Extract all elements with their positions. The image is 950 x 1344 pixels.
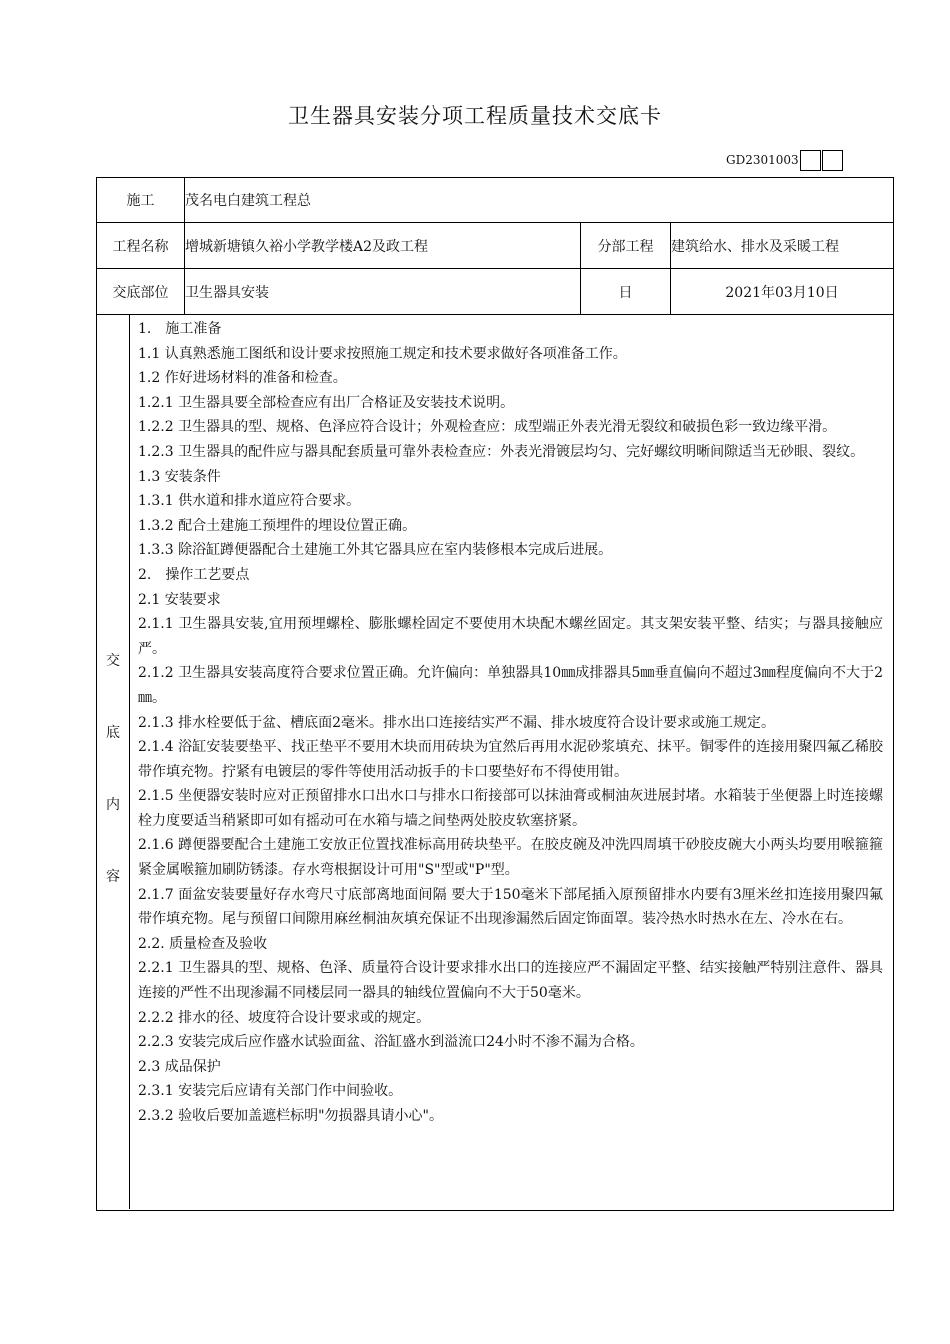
content-line: 2.1.5 坐便器安装时应对正预留排水口出水口与排水口衔接部可以抹油膏或桐油灰进展封堵。水箱装于坐便器上时连接螺栓力度要适当稍紧即可如有摇动可在水箱与墙之间垫两处胶皮软塞挤紧。 <box>138 788 884 829</box>
construction-value: 茂名电白建筑工程总 <box>185 178 894 223</box>
content-line: 2.1.4 浴缸安装要垫平、找正垫平不要用木块而用砖块为宜然后再用水泥砂浆填充、抹平。铜零件的连接用聚四氟乙稀胶带作填充物。拧紧有电镀层的零件等使用活动扳手的卡口要垫好布不得使用钳。 <box>138 739 884 780</box>
content-line: 1.3 安装条件 <box>138 468 221 485</box>
content-line: 2.2.1 卫生器具的型、规格、色泽、质量符合设计要求排水出口的连接应严不漏固定平整、结实接触严特别注意件、器具连接的严性不出现渗漏不同楼层同一器具的轴线位置偏向不大于50毫米。 <box>138 960 884 1002</box>
side-char: 内 <box>106 797 120 813</box>
location-label: 交底部位 <box>97 269 185 315</box>
location-row <box>97 269 894 315</box>
code-box-1 <box>800 150 821 171</box>
division-value: 建筑给水、排水及采暖工程 <box>671 223 894 269</box>
content-line: 1.3.3 除浴缸蹲便器配合土建施工外其它器具应在室内装修根本完成后进展。 <box>138 542 613 559</box>
content-cell <box>97 315 894 1211</box>
content-line: 1. 施工准备 <box>138 321 222 337</box>
content-line: 1.3.2 配合土建施工预埋件的埋设位置正确。 <box>138 517 417 534</box>
content-line: 1.1 认真熟悉施工图纸和设计要求按照施工规定和技术要求做好各项准备工作。 <box>138 345 627 362</box>
content-line: 2.1.6 蹲便器要配合土建施工安放正位置找准标高用砖块垫平。在胶皮碗及冲洗四周填干砂胶皮碗大小两头均要用喉箍箍紧金属喉箍加刷防锈漆。存水弯根据设计可用"S"型或"P"型。 <box>138 837 884 879</box>
side-char: 底 <box>106 725 120 741</box>
project-value: 增城新塘镇久裕小学教学楼A2及政工程 <box>185 223 581 269</box>
content-line: 1.2 作好进场材料的准备和检查。 <box>138 370 347 387</box>
construction-row <box>97 178 894 223</box>
side-label <box>97 315 130 1209</box>
side-char: 容 <box>106 869 120 885</box>
date-value: 2021年03月10日 <box>671 269 894 315</box>
content-line: 2.1.7 面盆安装要量好存水弯尺寸底部离地面间隔 要大于150毫米下部尾插入原预留排水内要有3厘米丝扣连接用聚四氟带作填充物。尾与预留口间隙用麻丝桐油灰填充保证不出现渗漏然后固定饰面罩。装冷热水时热水在左、冷水在右。 <box>138 886 884 928</box>
division-label: 分部工程 <box>581 223 671 269</box>
location-value: 卫生器具安装 <box>185 269 581 315</box>
content-line: 2.2.3 安装完成后应作盛水试验面盆、浴缸盛水到溢流口24小时不渗不漏为合格。 <box>138 1034 644 1051</box>
project-label: 工程名称 <box>97 223 185 269</box>
content-line: 2.1.3 排水栓要低于盆、槽底面2毫米。排水出口连接结实严不漏、排水坡度符合设计要求或施工规定。 <box>138 714 775 731</box>
content-row <box>97 315 894 1211</box>
content-line: 2.1.1 卫生器具安装,宜用预埋螺栓、膨胀螺栓固定不要使用木块配木螺丝固定。其支架安装平整、结实；与器具接触应严。 <box>138 616 884 657</box>
content-line: 2.2. 质量检查及验收 <box>138 935 268 952</box>
date-label: 日 <box>581 269 671 315</box>
code-box-2 <box>822 150 843 171</box>
content-line: 2. 操作工艺要点 <box>138 566 250 583</box>
content-line: 2.2.2 排水的径、坡度符合设计要求或的规定。 <box>138 1009 431 1026</box>
side-label-chars <box>106 638 120 886</box>
content-line: 2.1.2 卫生器具安装高度符合要求位置正确。允许偏向：单独器具10㎜成排器具5㎜垂直偏向不超过3㎜程度偏向不大于2㎜。 <box>138 665 884 706</box>
project-row <box>97 223 894 269</box>
content-line: 2.1 安装要求 <box>138 591 221 608</box>
content-line: 2.3.1 安装完后应请有关部门作中间验收。 <box>138 1083 403 1100</box>
content-body <box>130 315 893 1209</box>
document-code-row <box>726 149 843 171</box>
content-line: 1.2.1 卫生器具要全部检查应有出厂合格证及安装技术说明。 <box>138 394 515 411</box>
content-wrapper <box>97 315 893 1209</box>
disclosure-table <box>96 177 894 1211</box>
construction-label: 施工 <box>97 178 185 223</box>
content-line: 2.3 成品保护 <box>138 1058 221 1075</box>
document-code: GD2301003 <box>726 153 799 167</box>
content-line: 1.2.3 卫生器具的配件应与器具配套质量可靠外表检查应：外表光滑镀层均匀、完好螺纹明晰间隙适当无砂眼、裂纹。 <box>138 443 865 460</box>
side-char: 交 <box>106 653 120 669</box>
document-title: 卫生器具安装分项工程质量技术交底卡 <box>288 104 662 128</box>
content-line: 2.3.2 验收后要加盖遮栏标明"勿损器具请小心"。 <box>138 1108 443 1124</box>
content-line: 1.2.2 卫生器具的型、规格、色泽应符合设计；外观检查应：成型端正外表光滑无裂纹和破损色彩一致边缘平滑。 <box>138 419 837 436</box>
content-line: 1.3.1 供水道和排水道应符合要求。 <box>138 493 361 510</box>
